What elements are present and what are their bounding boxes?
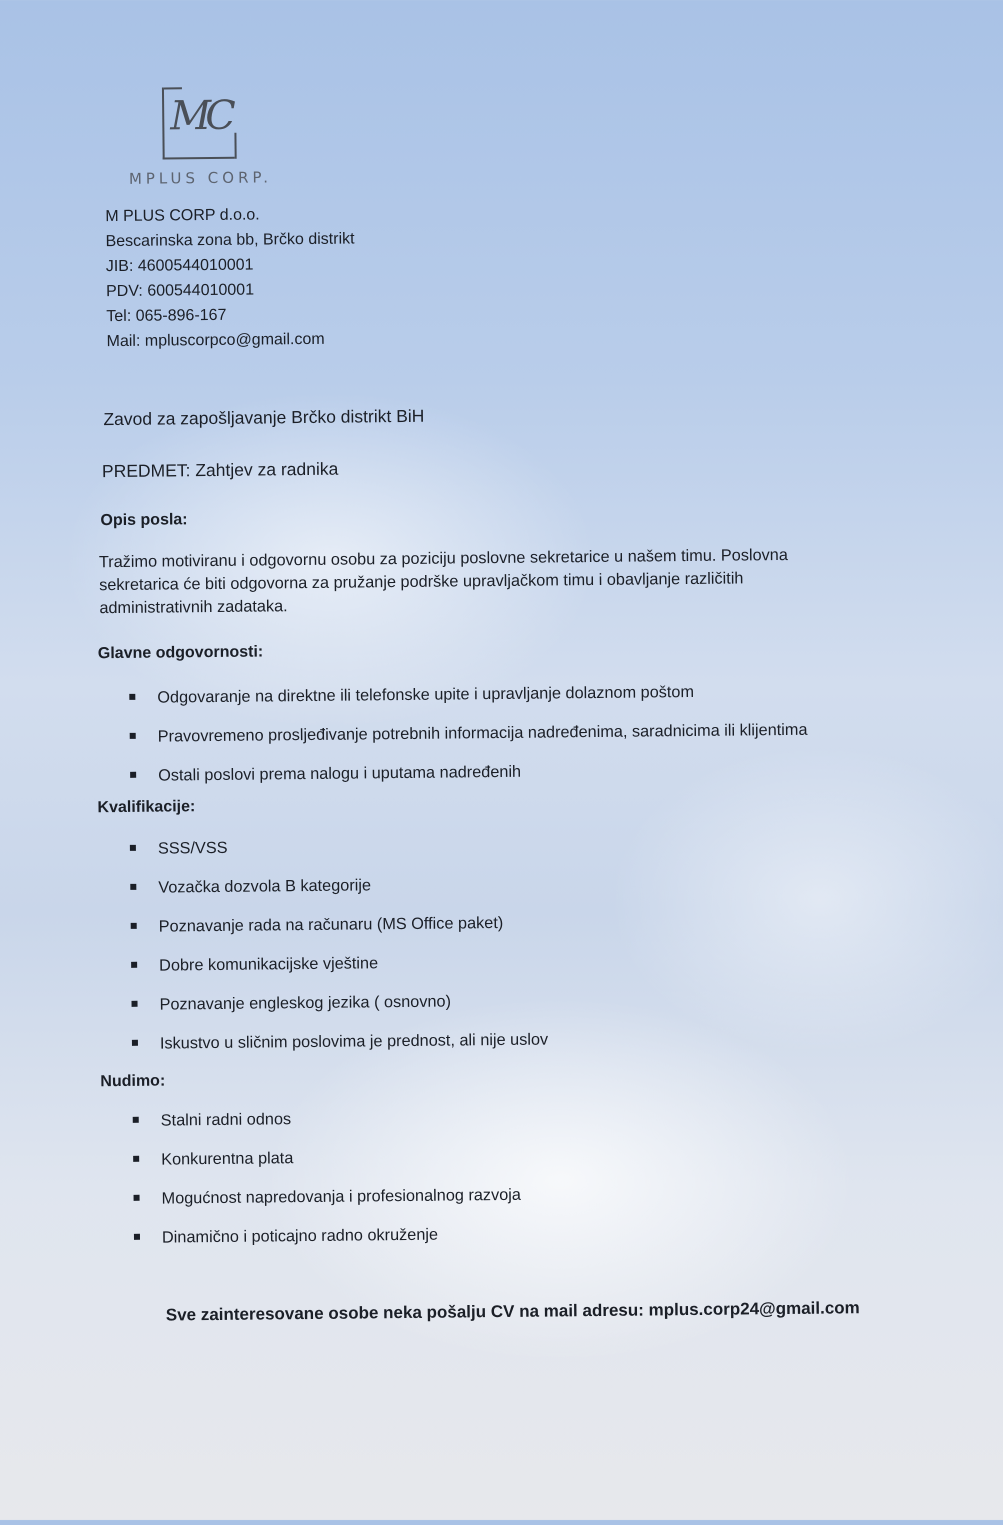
bullet-icon xyxy=(131,962,137,968)
bullet-icon xyxy=(133,1117,139,1123)
bullet-icon xyxy=(130,772,136,778)
list-item: Poznavanje rada na računaru (MS Office paket) xyxy=(129,913,548,956)
subject-line: PREDMET: Zahtjev za radnika xyxy=(101,458,339,482)
list-item: Dobre komunikacijske vještine xyxy=(129,952,548,995)
job-description-text: Tražimo motiviranu i odgovornu osobu za poziciju poslovne sekretarice u našem timu. Poslovna sekretarica će biti odgovorna za pružanje podrške upravljačkom timu i obavljanje različitih administrativnih zadataka. xyxy=(98,545,788,618)
logo-monogram: MC xyxy=(170,92,231,140)
qualifications-list xyxy=(128,835,549,1073)
company-info xyxy=(105,201,356,354)
company-address: Bescarinska zona bb, Brčko distrikt xyxy=(105,230,355,251)
qualifications-title: Kvalifikacije: xyxy=(97,798,196,817)
bullet-icon xyxy=(132,1001,138,1007)
list-item: Stalni radni odnos xyxy=(131,1107,521,1150)
application-instructions: Sve zainteresovane osobe neka pošalju CV na mail adresu: mplus.corp24@gmail.com xyxy=(165,1298,860,1325)
bullet-icon xyxy=(130,845,136,851)
list-item: Pravovremeno prosljeđivanje potrebnih informacija nadređenima, saradnicima ili klijentima xyxy=(128,720,808,766)
list-item: Dinamično i poticajno radno okruženje xyxy=(132,1224,522,1267)
company-name: M PLUS CORP d.o.o. xyxy=(105,206,260,226)
list-item: Poznavanje engleskog jezika ( osnovno) xyxy=(129,991,548,1034)
company-tel: Tel: 065-896-167 xyxy=(106,306,227,326)
recipient: Zavod za zapošljavanje Brčko distrikt BiH xyxy=(103,405,425,430)
bullet-icon xyxy=(130,733,136,739)
bullet-icon xyxy=(134,1195,140,1201)
responsibilities-list xyxy=(127,681,808,805)
list-item: Ostali poslovi prema nalogu i uputama nadređenih xyxy=(128,759,808,805)
list-item: Konkurentna plata xyxy=(131,1146,521,1189)
bullet-icon xyxy=(131,923,137,929)
bullet-icon xyxy=(129,694,135,700)
list-item: Vozačka dozvola B kategorije xyxy=(128,874,547,917)
list-item: Odgovaranje na direktne ili telefonske upite i upravljanje dolaznom poštom xyxy=(127,681,807,727)
company-logo xyxy=(126,82,277,194)
company-jib: JIB: 4600544010001 xyxy=(105,256,254,276)
bullet-icon xyxy=(132,1040,138,1046)
company-pdv: PDV: 600544010001 xyxy=(105,281,255,301)
list-item: SSS/VSS xyxy=(128,835,547,878)
logo-wordmark: MPLUS CORP. xyxy=(128,168,273,188)
bullet-icon xyxy=(134,1234,140,1240)
responsibilities-title: Glavne odgovornosti: xyxy=(97,643,264,663)
job-description-title: Opis posla: xyxy=(100,511,188,530)
offer-title: Nudimo: xyxy=(100,1072,166,1091)
list-item: Mogućnost napredovanja i profesionalnog razvoja xyxy=(131,1185,521,1228)
list-item: Iskustvo u sličnim poslovima je prednost, ali nije uslov xyxy=(130,1030,549,1073)
bullet-icon xyxy=(133,1156,139,1162)
offer-list xyxy=(131,1107,522,1267)
company-mail: Mail: mpluscorpco@gmail.com xyxy=(106,330,325,351)
bullet-icon xyxy=(130,884,136,890)
